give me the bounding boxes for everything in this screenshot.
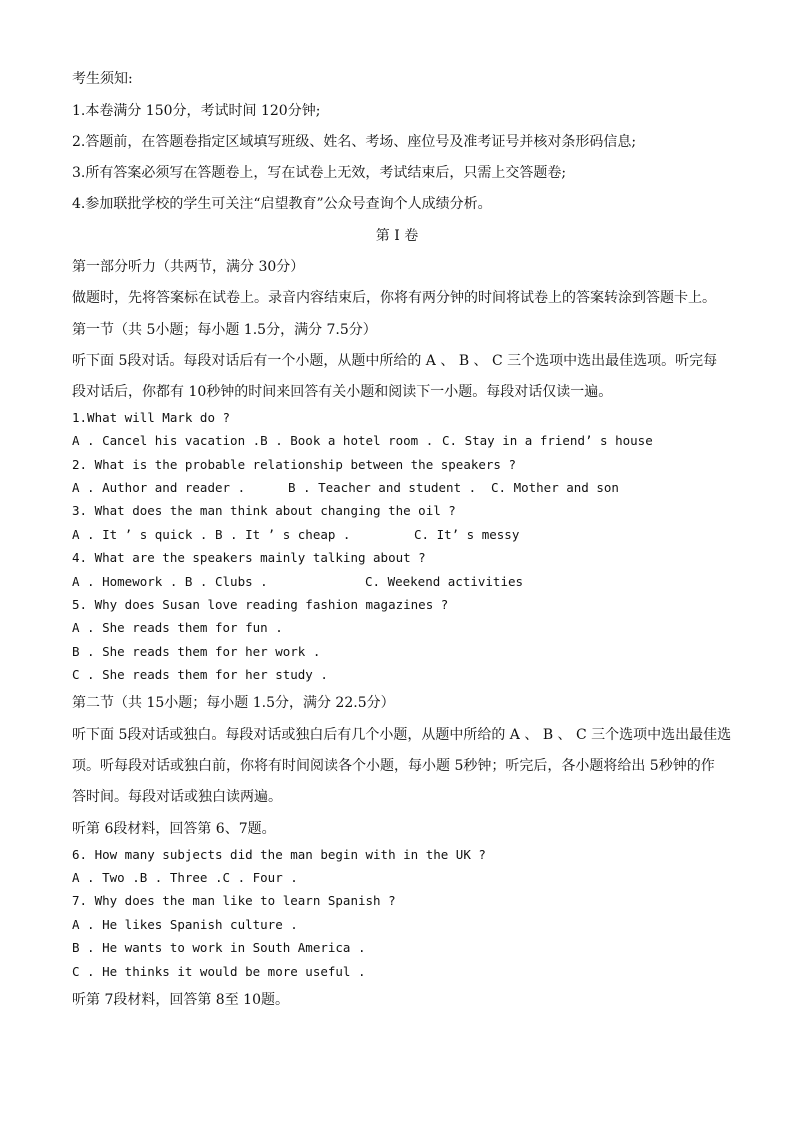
section1-title: 第一节（共 5小题；每小题 1.5分，满分 7.5分） bbox=[72, 322, 377, 338]
q1-option-ab: A . Cancel his vacation .B . Book a hotel room . bbox=[72, 433, 434, 448]
q3-option-c: C. It’ s messy bbox=[414, 527, 520, 542]
question-3-options bbox=[72, 527, 519, 542]
q7-option-c: C . He thinks it would be more useful . bbox=[72, 964, 366, 979]
q3-option-ab: A . It ’ s quick . B . It ’ s cheap . bbox=[72, 527, 351, 542]
section2-title: 第二节（共 15小题；每小题 1.5分，满分 22.5分） bbox=[72, 695, 395, 711]
q4-option-ab: A . Homework . B . Clubs . bbox=[72, 574, 268, 589]
q7-option-b: B . He wants to work in South America . bbox=[72, 940, 366, 955]
question-4-stem: 4. What are the speakers mainly talking about ? bbox=[72, 550, 426, 565]
notice-item-4: 4.参加联批学校的学生可关注“启望教育”公众号查询个人成绩分析。 bbox=[72, 196, 492, 212]
q2-option-b: B . Teacher and student . bbox=[288, 480, 477, 495]
q2-option-a: A . Author and reader . bbox=[72, 480, 246, 495]
q5-option-c: C . She reads them for her study . bbox=[72, 667, 328, 682]
question-7-stem: 7. Why does the man like to learn Spanish ? bbox=[72, 893, 396, 908]
q7-option-a: A . He likes Spanish culture . bbox=[72, 917, 298, 932]
section1-instruction-2: 段对话后，你都有 10秒钟的时间来回答有关小题和阅读下一小题。每段对话仅读一遍。 bbox=[72, 384, 613, 400]
q1-option-c: C. Stay in a friend’ s house bbox=[442, 433, 653, 448]
question-3-stem: 3. What does the man think about changing the oil ? bbox=[72, 503, 456, 518]
part1-title: 第一部分听力（共两节，满分 30分） bbox=[72, 259, 305, 275]
material-6-heading: 听第 6段材料，回答第 6、7题。 bbox=[72, 821, 276, 837]
q5-option-b: B . She reads them for her work . bbox=[72, 644, 321, 659]
question-2-options bbox=[72, 480, 619, 495]
notice-item-3: 3.所有答案必须写在答题卷上，写在试卷上无效，考试结束后，只需上交答题卷; bbox=[72, 165, 567, 181]
question-5-stem: 5. Why does Susan love reading fashion magazines ? bbox=[72, 597, 449, 612]
section2-instruction-2: 项。听每段对话或独白前，你将有时间阅读各个小题，每小题 5秒钟；听完后，各小题将给出 5秒钟的作 bbox=[72, 758, 715, 774]
notice-item-1: 1.本卷满分 150分，考试时间 120分钟; bbox=[72, 103, 321, 119]
question-2-stem: 2. What is the probable relationship between the speakers ? bbox=[72, 457, 517, 472]
part1-instruction: 做题时，先将答案标在试卷上。录音内容结束后，你将有两分钟的时间将试卷上的答案转涂到答题卡上。 bbox=[72, 290, 716, 306]
q2-option-c: C. Mother and son bbox=[491, 480, 619, 495]
section2-instruction-1: 听下面 5段对话或独白。每段对话或独白后有几个小题，从题中所给的 A 、 B 、 C 三个选项中选出最佳选 bbox=[72, 727, 732, 743]
q4-option-c: C. Weekend activities bbox=[365, 574, 524, 589]
question-4-options bbox=[72, 574, 523, 589]
question-6-options: A . Two .B . Three .C . Four . bbox=[72, 870, 298, 885]
section2-instruction-3: 答时间。每段对话或独白读两遍。 bbox=[72, 789, 282, 805]
q5-option-a: A . She reads them for fun . bbox=[72, 620, 283, 635]
notice-heading: 考生须知: bbox=[72, 71, 133, 87]
question-6-stem: 6. How many subjects did the man begin with in the UK ? bbox=[72, 847, 486, 862]
section1-instruction-1: 听下面 5段对话。每段对话后有一个小题，从题中所给的 A 、 B 、 C 三个选项中选出最佳选项。听完每 bbox=[72, 353, 718, 369]
question-1-options bbox=[72, 433, 653, 448]
notice-item-2: 2.答题前，在答题卷指定区域填写班级、姓名、考场、座位号及准考证号并核对条形码信息; bbox=[72, 134, 637, 150]
question-1-stem: 1.What will Mark do ? bbox=[72, 410, 231, 425]
material-7-heading: 听第 7段材料，回答第 8至 10题。 bbox=[72, 992, 289, 1008]
volume-title: 第 I 卷 bbox=[375, 228, 419, 244]
